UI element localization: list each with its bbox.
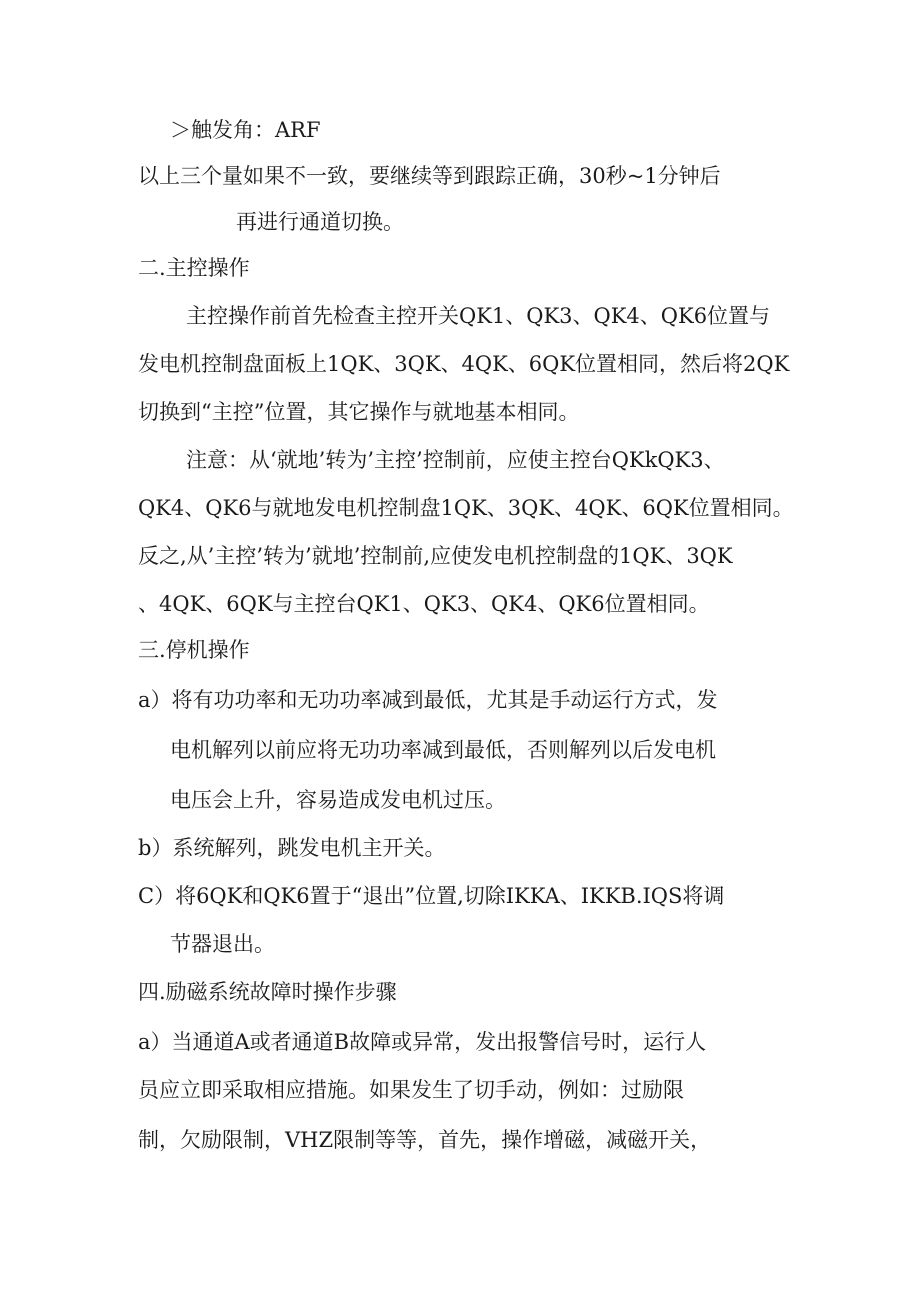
list-item-a: a）将有功功率和无功功率减到最低，尤其是手动运行方式，发 — [138, 688, 718, 712]
text-line-trigger-angle: ＞触发角：ARF — [170, 118, 321, 142]
list-item-c: C）将6QK和QK6置于“退出”位置,切除IKKA、IKKB.IQS将调 — [138, 884, 725, 908]
text-line: 切换到“主控”位置，其它操作与就地基本相同。 — [138, 400, 580, 424]
section-heading-main-control: 二.主控操作 — [138, 256, 250, 280]
list-item-a: a）当通道A或者通道B故障或异常，发出报警信号时，运行人 — [138, 1030, 707, 1054]
text-line: 节器退出。 — [170, 932, 275, 956]
text-line: 发电机控制盘面板上1QK、3QK、4QK、6QK位置相同，然后将2QK — [138, 352, 790, 376]
list-item-b: b）系统解列，跳发电机主开关。 — [138, 836, 446, 860]
text-line: 员应立即采取相应措施。如果发生了切手动，例如：过励限 — [138, 1078, 684, 1102]
text-line: QK4、QK6与就地发电机控制盘1QK、3QK、4QK、6QK位置相同。 — [138, 496, 794, 520]
text-line: 反之,从’主控’转为’就地’控制前,应使发电机控制盘的1QK、3QK — [138, 544, 733, 568]
text-line: 主控操作前首先检查主控开关QK1、QK3、QK4、QK6位置与 — [186, 304, 771, 328]
text-line-note: 注意：从‘就地’转为’主控’控制前，应使主控台QKkQK3、 — [186, 448, 725, 472]
text-line: 电压会上升，容易造成发电机过压。 — [170, 788, 506, 812]
section-heading-shutdown: 三.停机操作 — [138, 638, 250, 662]
text-line: 以上三个量如果不一致，要继续等到跟踪正确，30秒~1分钟后 — [138, 164, 721, 188]
text-line: 电机解列以前应将无功功率减到最低，否则解列以后发电机 — [170, 738, 716, 762]
text-line: 制，欠励限制，VHZ限制等等，首先，操作增磁，减磁开关， — [138, 1128, 712, 1152]
section-heading-fault-steps: 四.励磁系统故障时操作步骤 — [138, 980, 397, 1004]
text-line: 再进行通道切换。 — [236, 210, 404, 234]
text-line: 、4QK、6QK与主控台QK1、QK3、QK4、QK6位置相同。 — [138, 592, 710, 616]
